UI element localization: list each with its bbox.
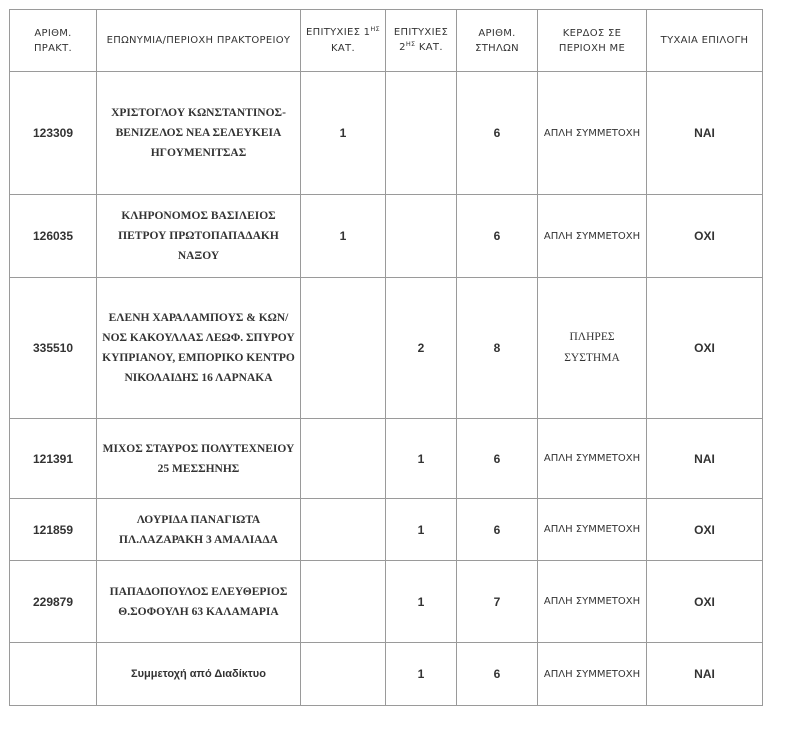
row-columns: 6 — [457, 72, 538, 195]
table-row — [10, 561, 763, 643]
row-columns: 6 — [457, 499, 538, 561]
row-prize: ΑΠΛΗ ΣΥΜΜΕΤΟΧΗ — [538, 195, 647, 278]
row-prize: ΑΠΛΗ ΣΥΜΜΕΤΟΧΗ — [538, 561, 647, 643]
header-second-category — [386, 10, 457, 72]
row-second-category — [386, 195, 457, 278]
table-row — [10, 195, 763, 278]
row-prize: ΑΠΛΗ ΣΥΜΜΕΤΟΧΗ — [538, 72, 647, 195]
row-prize: ΑΠΛΗ ΣΥΜΜΕΤΟΧΗ — [538, 643, 647, 706]
row-code: 121859 — [10, 499, 97, 561]
table-row — [10, 72, 763, 195]
row-random: ΝΑΙ — [647, 419, 763, 499]
row-code — [10, 643, 97, 706]
row-random: ΝΑΙ — [647, 72, 763, 195]
row-random: ΟΧΙ — [647, 195, 763, 278]
row-first-category — [301, 643, 386, 706]
header-second-suffix: ΚΑΤ. — [415, 42, 443, 53]
row-first-category: 1 — [301, 72, 386, 195]
row-columns: 6 — [457, 195, 538, 278]
header-second-text: ΕΠΙΤΥΧΙΕΣ 2 — [393, 27, 449, 53]
row-second-category: 1 — [386, 561, 457, 643]
header-agency: ΕΠΩΝΥΜΙΑ/ΠΕΡΙΟΧΗ ΠΡΑΚΤΟΡΕΙΟΥ — [97, 10, 301, 72]
row-prize: ΑΠΛΗ ΣΥΜΜΕΤΟΧΗ — [538, 499, 647, 561]
row-columns: 6 — [457, 643, 538, 706]
row-first-category — [301, 278, 386, 419]
row-first-category — [301, 419, 386, 499]
row-first-category: 1 — [301, 195, 386, 278]
header-second-sup: ΗΣ — [405, 40, 416, 48]
table-row — [10, 419, 763, 499]
row-second-category — [386, 72, 457, 195]
header-first-suffix: ΚΑΤ. — [331, 43, 355, 54]
row-agency: ΛΟΥΡΙΔΑ ΠΑΝΑΓΙΩΤΑ ΠΛ.ΛΑΖΑΡΑΚΗ 3 ΑΜΑΛΙΑΔΑ — [97, 499, 301, 561]
header-first-category — [301, 10, 386, 72]
row-prize: ΠΛΗΡΕΣ ΣΥΣΤΗΜΑ — [538, 278, 647, 419]
row-second-category: 2 — [386, 278, 457, 419]
row-agency: ΚΛΗΡΟΝΟΜΟΣ ΒΑΣΙΛΕΙΟΣ ΠΕΤΡΟΥ ΠΡΩΤΟΠΑΠΑΔΑΚΗ ΝΑΞΟΥ — [97, 195, 301, 278]
table-row — [10, 278, 763, 419]
row-first-category — [301, 561, 386, 643]
row-agency: ΕΛΕΝΗ ΧΑΡΑΛΑΜΠΟΥΣ & ΚΩΝ/ΝΟΣ ΚΑΚΟΥΛΛΑΣ ΛΕΩΦ. ΣΠΥΡΟΥ ΚΥΠΡΙΑΝΟΥ, ΕΜΠΟΡΙΚΟ ΚΕΝΤΡΟ ΝΙΚΟΛΑΙΔΗΣ 16 ΛΑΡΝΑΚΑ — [97, 278, 301, 419]
table-row — [10, 643, 763, 706]
header-columns: ΑΡΙΘΜ. ΣΤΗΛΩΝ — [457, 10, 538, 72]
row-second-category: 1 — [386, 643, 457, 706]
header-prize-area: ΚΕΡΔΟΣ ΣΕ ΠΕΡΙΟΧΗ ΜΕ — [538, 10, 647, 72]
header-code: ΑΡΙΘΜ. ΠΡΑΚΤ. — [10, 10, 97, 72]
table-row — [10, 499, 763, 561]
row-random: ΝΑΙ — [647, 643, 763, 706]
header-first-sup: ΗΣ — [370, 25, 380, 33]
row-code: 126035 — [10, 195, 97, 278]
row-columns: 7 — [457, 561, 538, 643]
row-agency: ΠΑΠΑΔΟΠΟΥΛΟΣ ΕΛΕΥΘΕΡΙΟΣ Θ.ΣΟΦΟΥΛΗ 63 ΚΑΛΑΜΑΡΙΑ — [97, 561, 301, 643]
row-agency: ΜΙΧΟΣ ΣΤΑΥΡΟΣ ΠΟΛΥΤΕΧΝΕΙΟΥ 25 ΜΕΣΣΗΝΗΣ — [97, 419, 301, 499]
row-columns: 8 — [457, 278, 538, 419]
row-code: 121391 — [10, 419, 97, 499]
row-code: 229879 — [10, 561, 97, 643]
header-first-text: ΕΠΙΤΥΧΙΕΣ 1 — [306, 27, 371, 38]
row-agency: Συμμετοχή από Διαδίκτυο — [97, 643, 301, 706]
row-code: 123309 — [10, 72, 97, 195]
row-second-category: 1 — [386, 419, 457, 499]
row-agency: ΧΡΙΣΤΟΓΛΟΥ ΚΩΝΣΤΑΝΤΙΝΟΣ-ΒΕΝΙΖΕΛΟΣ ΝΕΑ ΣΕΛΕΥΚΕΙΑ ΗΓΟΥΜΕΝΙΤΣΑΣ — [97, 72, 301, 195]
row-prize: ΑΠΛΗ ΣΥΜΜΕΤΟΧΗ — [538, 419, 647, 499]
header-random: ΤΥΧΑΙΑ ΕΠΙΛΟΓΗ — [647, 10, 763, 72]
results-table — [9, 9, 763, 706]
header-row — [10, 10, 763, 72]
row-random: ΟΧΙ — [647, 561, 763, 643]
row-columns: 6 — [457, 419, 538, 499]
row-second-category: 1 — [386, 499, 457, 561]
row-random: ΟΧΙ — [647, 499, 763, 561]
row-random: ΟΧΙ — [647, 278, 763, 419]
row-code: 335510 — [10, 278, 97, 419]
row-first-category — [301, 499, 386, 561]
